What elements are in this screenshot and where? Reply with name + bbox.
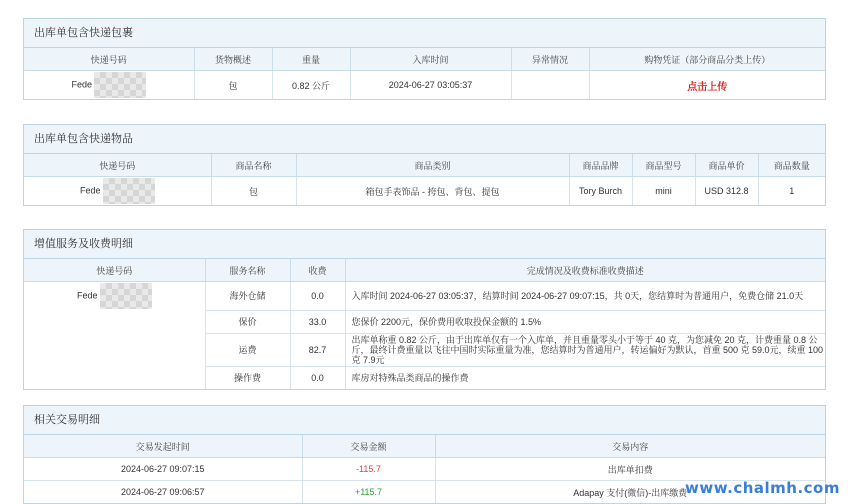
services-panel [23, 229, 826, 390]
tracking-number: Fede [76, 290, 98, 301]
table-row [24, 282, 825, 311]
header-tracking: 快递号码 [24, 259, 205, 282]
header-model: 商品型号 [632, 154, 695, 177]
empty-cell [24, 310, 205, 333]
service-name-cell: 保价 [205, 310, 290, 333]
empty-cell [24, 333, 205, 366]
service-fee-cell: 33.0 [290, 310, 345, 333]
receipt-cell [589, 71, 825, 100]
header-quantity: 商品数量 [758, 154, 825, 177]
header-content: 交易内容 [435, 435, 825, 458]
header-category: 商品类别 [296, 154, 569, 177]
name-cell: 包 [211, 177, 296, 206]
tracking-number: Fede [79, 185, 101, 196]
service-fee-cell: 0.0 [290, 366, 345, 389]
header-time: 交易发起时间 [24, 435, 302, 458]
transactions-title: 相关交易明细 [24, 406, 825, 435]
header-tracking: 快递号码 [24, 154, 211, 177]
service-fee-cell: 0.0 [290, 282, 345, 311]
time-cell: 2024-06-27 09:07:15 [24, 458, 302, 481]
content-cell: Adapay 支付(微信)-出库缴费 [573, 487, 688, 498]
tracking-cell [24, 177, 211, 206]
service-desc-cell: 入库时间 2024-06-27 03:05:37，结算时间 2024-06-27 09:07:15，共 0天，您结算时为普通用户，免费仓储 21.0天 [345, 282, 825, 311]
site-watermark: www.chalmh.com [685, 479, 840, 497]
exception-cell [511, 71, 589, 100]
service-name-cell: 海外仓储 [205, 282, 290, 311]
header-service: 服务名称 [205, 259, 290, 282]
table-row [24, 366, 825, 389]
header-exception: 异常情况 [511, 48, 589, 71]
header-brand: 商品品牌 [569, 154, 632, 177]
header-fee: 收费 [290, 259, 345, 282]
items-panel [23, 124, 826, 206]
packages-panel [23, 18, 826, 100]
content-cell: 出库单扣费 [435, 458, 825, 481]
header-amount: 交易金额 [302, 435, 435, 458]
header-summary: 货物概述 [194, 48, 272, 71]
items-table [24, 154, 825, 205]
header-tracking: 快递号码 [24, 48, 194, 71]
service-desc-cell: 库房对特殊品类商品的操作费 [351, 372, 469, 383]
empty-cell [24, 366, 205, 389]
price-cell: USD 312.8 [695, 177, 758, 206]
table-row [24, 310, 825, 333]
amount-cell: +115.7 [302, 481, 435, 504]
service-name-cell: 操作费 [205, 366, 290, 389]
summary-cell: 包 [194, 71, 272, 100]
redaction-mosaic [103, 178, 155, 204]
redaction-mosaic [100, 283, 152, 309]
table-row [24, 333, 825, 366]
category-cell: 箱包手表饰品 - 挎包、背包、提包 [296, 177, 569, 206]
brand-cell: Tory Burch [569, 177, 632, 206]
header-price: 商品单价 [695, 154, 758, 177]
quantity-cell: 1 [789, 186, 795, 196]
upload-link[interactable]: 点击上传 [687, 81, 728, 93]
service-name-cell: 运费 [205, 333, 290, 366]
header-description: 完成情况及收费标准收费描述 [345, 259, 825, 282]
service-desc-cell: 您保价 2200元，保价费用收取投保金额的 1.5% [345, 310, 825, 333]
service-desc-cell: 出库单称重 0.82 公斤，由于出库单仅有一个入库单，并且重量零头小于等于 40 克，为您减免 20 克，计费重量 0.8 公斤，最终计费重量以飞往中国时实际重量为准，您结算时为普通用户，转运偏好为默认，首重 500 克 59.0元，续重 100 克 7.9元 [345, 333, 825, 366]
header-name: 商品名称 [211, 154, 296, 177]
table-row [24, 458, 825, 481]
tracking-cell [24, 71, 194, 100]
redaction-mosaic [94, 72, 146, 98]
services-title: 增值服务及收费明细 [24, 230, 825, 259]
table-row [24, 71, 825, 100]
amount-cell: -115.7 [302, 458, 435, 481]
packages-table [24, 48, 825, 99]
tracking-number: Fede [71, 79, 92, 90]
model-cell: mini [632, 177, 695, 206]
items-title: 出库单包含快递物品 [24, 125, 825, 154]
tracking-cell [24, 282, 205, 311]
table-row [24, 177, 825, 206]
header-receipt: 购物凭证（部分商品分类上传） [589, 48, 825, 71]
header-weight: 重量 [272, 48, 350, 71]
inbound-time-cell: 2024-06-27 03:05:37 [350, 71, 511, 100]
weight-cell: 0.82 公斤 [272, 71, 350, 100]
services-table [24, 259, 825, 389]
service-fee-cell: 82.7 [290, 333, 345, 366]
header-inbound-time: 入库时间 [350, 48, 511, 71]
packages-title: 出库单包含快递包裹 [24, 19, 825, 48]
time-cell: 2024-06-27 09:06:57 [24, 481, 302, 504]
